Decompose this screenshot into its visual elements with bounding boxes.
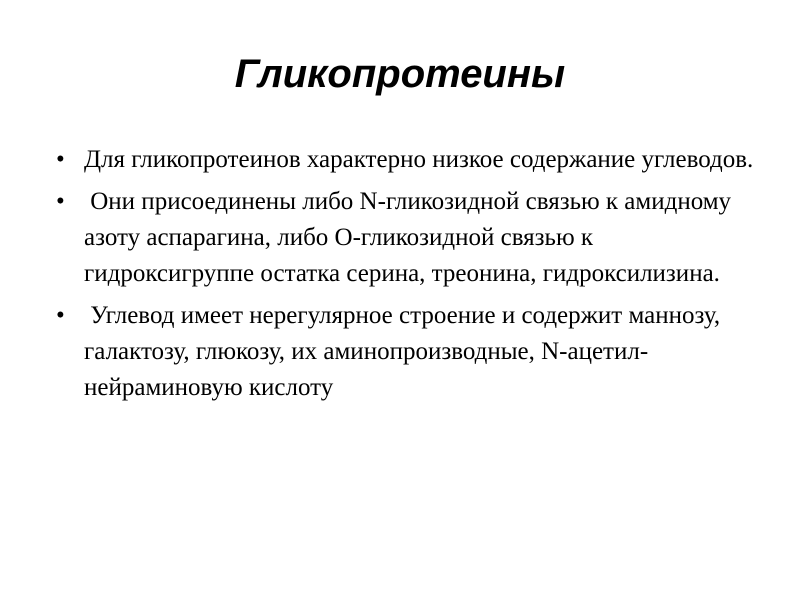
bullet-dot-icon: • [56, 302, 65, 329]
bullet-list [56, 142, 756, 412]
bullet-item [56, 298, 756, 406]
bullet-item [56, 142, 756, 178]
bullet-item [56, 184, 756, 292]
bullet-dot-icon: • [56, 188, 65, 215]
bullet-text: Они присоединены либо N-гликозидной связью к амидному азоту аспарагина, либо О-гликозидной связью к гидроксигруппе остатка серина, треонина, гидроксилизина. [84, 188, 738, 287]
bullet-text: Для гликопротеинов характерно низкое содержание углеводов. [84, 146, 754, 173]
slide-title: Гликопротеины [234, 52, 566, 96]
bullet-text: Углевод имеет нерегулярное строение и содержит маннозу, галактозу, глюкозу, их аминопроизводные, N-ацетил-нейраминовую кислоту [84, 302, 727, 401]
bullet-dot-icon: • [56, 146, 65, 173]
